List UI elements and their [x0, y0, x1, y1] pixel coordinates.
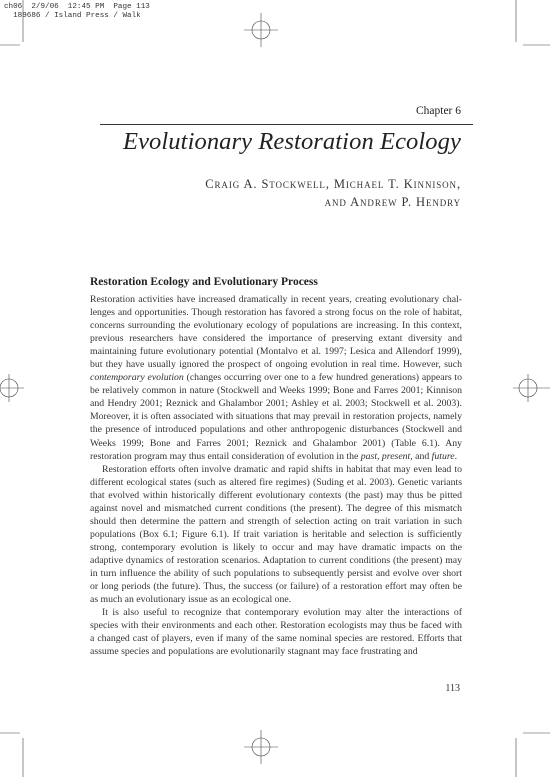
- paragraph-1-part-4: .: [454, 450, 458, 462]
- chapter-authors: [205, 175, 461, 211]
- emphasis-future: future: [431, 450, 455, 462]
- section-heading: Restoration Ecology and Evolutionary Process: [90, 276, 318, 288]
- paragraph-3: It is also useful to recognize that contemporary evolution may alter the interactions of species with their environments and each other. Restoration ecologists may thus be faced with a changed cast of players, even if many of the same nominal species are restored. Efforts that assume species and populations are evolutionarily stagnant may face frustrating and: [90, 607, 462, 658]
- chapter-label: Chapter 6: [415, 105, 461, 117]
- title-rule: [100, 124, 473, 125]
- registration-mark-left: [0, 374, 24, 402]
- paragraph-2: Restoration efforts often involve dramatic and rapid shifts in habitat that may even lead to different ecological states (such as altered fire regimes) (Suding et al. 2003). Genetic variants that evolved within historically different evolutionary contexts (the past) may thus be pitted against novel and mismatched current conditions (the present). The degree of this mismatch should then determine the pattern and strength of selection acting on trait variation in such populations (Box 6.1; Figure 6.1). If trait variation is heritable and selection is sufficiently strong, contemporary evolution is likely to occur and may have dramatic impacts on the adaptive dynamics of restoration scenarios. Adaptation to current conditions (the present) may in turn influence the ability of such populations to subsequently persist and evolve over short or long periods (the future). Thus, the success (or failure) of a restoration effort may often be as much an evolutionary issue as an ecological one.: [90, 463, 462, 606]
- paragraph-1-part-2: (changes occurring over one to a few hundred generations) appears to be relatively common in nature (Stockwell and Weeks 1999; Bone and Farres 2001; Kinnison and Hendry 2001; Reznick and Ghalambor 2001; Ashley et al. 2003; Stockwell et al. 2003). Moreover, it is often associated with situations that may prevail in restoration projects, namely the presence of introduced populations and other anthropogenic disturbances (Stockwell and Weeks 1999; Bone and Farres 2001; Reznick and Ghalambor 2001) (Table 6.1). Any restoration program may thus entail consideration of evolution in the: [90, 372, 462, 462]
- registration-mark-top: [244, 13, 278, 47]
- body-text: [90, 293, 462, 658]
- registration-mark-right: [513, 374, 550, 402]
- print-slug-line-1: ch06 2/9/06 12:45 PM Page 113: [4, 3, 150, 11]
- paragraph-1-part-3: and: [412, 450, 432, 462]
- authors-line-1: Craig A. Stockwell, Michael T. Kinnison,: [205, 177, 461, 191]
- authors-line-2: and Andrew P. Hendry: [324, 195, 461, 209]
- emphasis-past-present: past, present,: [360, 450, 413, 462]
- chapter-title: Evolutionary Restoration Ecology: [123, 128, 461, 155]
- paragraph-1: [90, 293, 462, 463]
- registration-mark-bottom: [244, 730, 278, 764]
- page-number: 113: [445, 683, 460, 694]
- paragraph-1-part-1: Restoration activities have increased dramatically in recent years, creating evolutionary challenges and opportunities. Though restoration has favored a strong focus on the role of habitat, concerns surrounding the evolutionary ecology of populations are increasing. In this context, previous researchers have considered the importance of preserving extant diversity and maintaining future evolutionary potential (Montalvo et al. 1997; Lesica and Allendorf 1999), but they have usually ignored the prospect of ongoing evolution in real time. However, such: [90, 294, 462, 371]
- print-slug-line-2: 189686 / Island Press / Walk: [4, 11, 141, 20]
- emphasis-contemporary-evolution: contemporary evolution: [90, 372, 184, 384]
